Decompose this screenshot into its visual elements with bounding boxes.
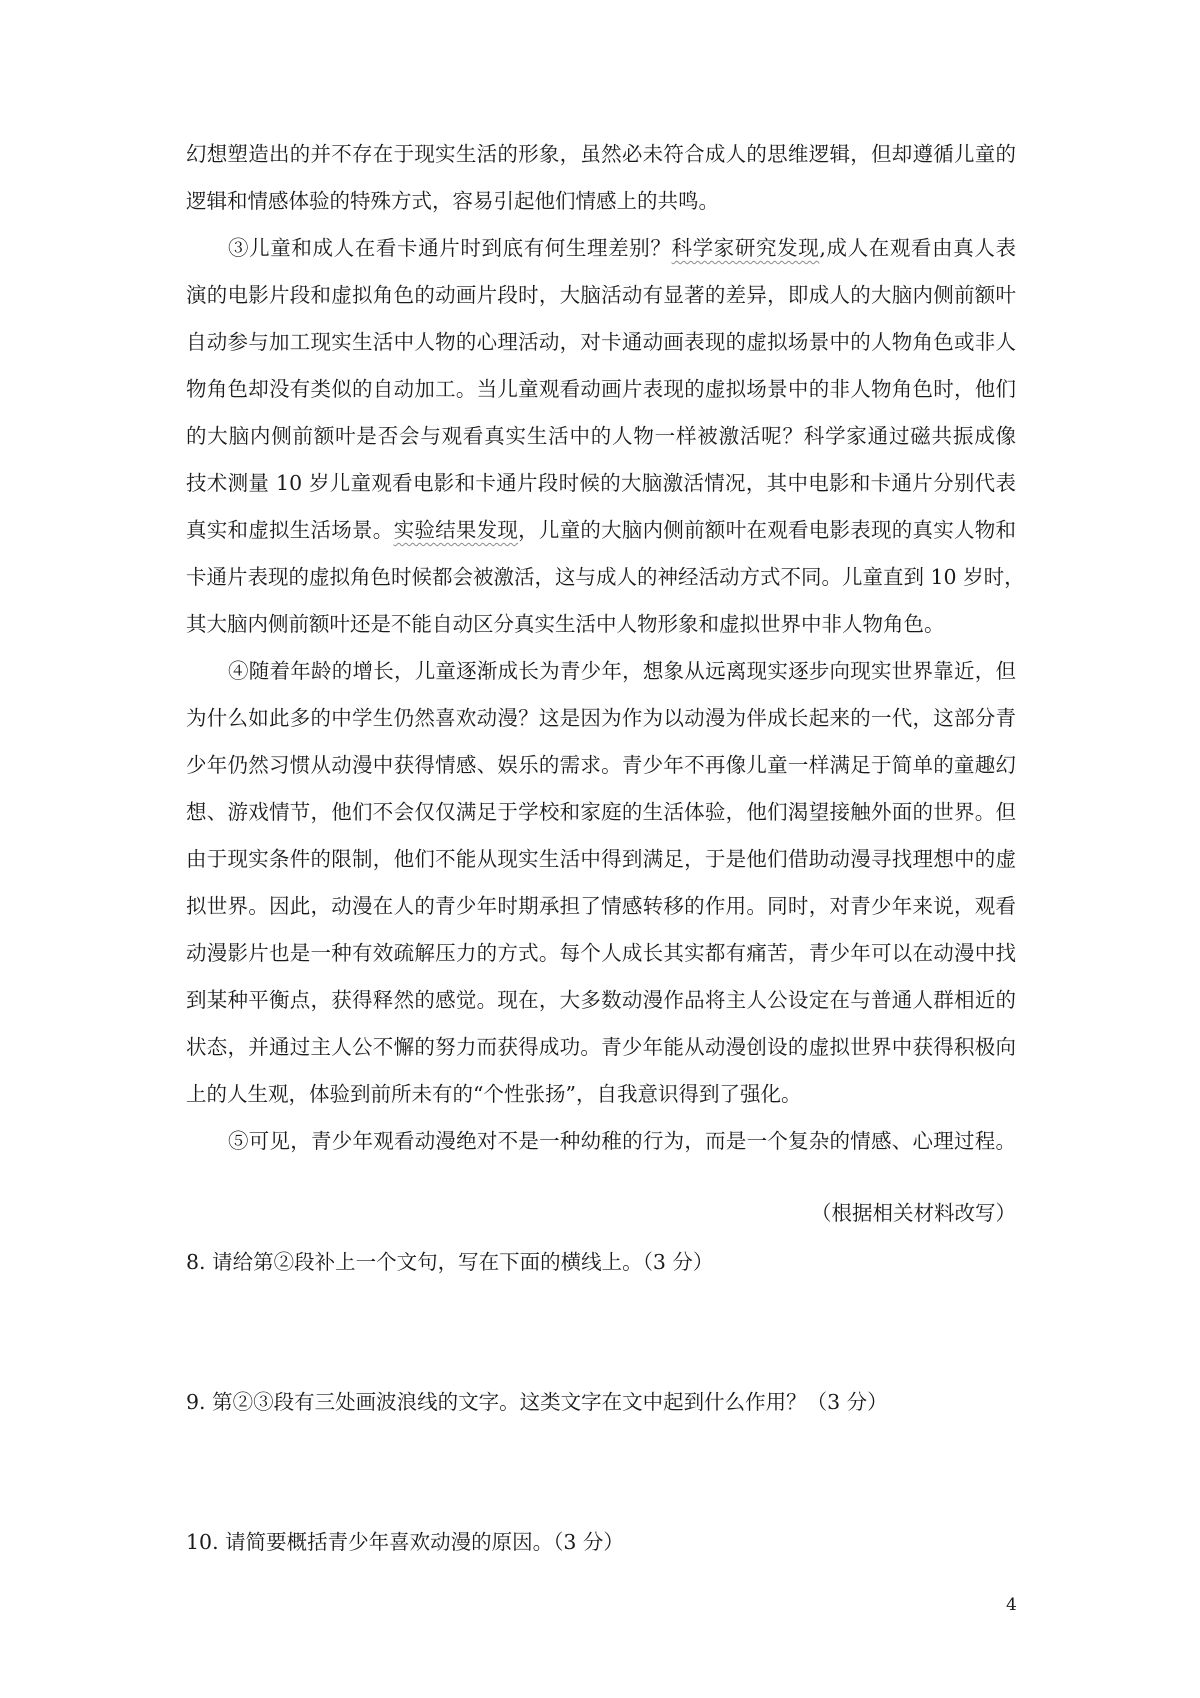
passage-line: 到某种平衡点，获得释然的感觉。现在，大多数动漫作品将主人公设定在与普通人群相近的	[186, 988, 1016, 1012]
passage-line: 幻想塑造出的并不存在于现实生活的形象，虽然必未符合成人的思维逻辑，但却遵循儿童的	[186, 142, 1016, 166]
line-text: 真实和虚拟生活场景。	[186, 518, 394, 542]
question-8: 8. 请给第②段补上一个文句，写在下面的横线上。（3 分）	[186, 1250, 714, 1274]
passage-line: 其大脑内侧前额叶还是不能自动区分真实生活中人物形象和虚拟世界中非人物角色。	[186, 612, 945, 636]
passage-line: 想、游戏情节，他们不会仅仅满足于学校和家庭的生活体验，他们渴望接触外面的世界。但	[186, 800, 1016, 824]
passage-line: 少年仍然习惯从动漫中获得情感、娱乐的需求。青少年不再像儿童一样满足于简单的童趣幻	[186, 753, 1016, 777]
line-text: ,成人在观看由真人表	[819, 236, 1017, 260]
passage-line: 拟世界。因此，动漫在人的青少年时期承担了情感转移的作用。同时，对青少年来说，观看	[186, 894, 1016, 918]
question-9: 9. 第②③段有三处画波浪线的文字。这类文字在文中起到什么作用？（3 分）	[186, 1390, 888, 1414]
passage-line: 上的人生观，体验到前所未有的“个性张扬”，自我意识得到了强化。	[186, 1082, 802, 1106]
passage-line: 为什么如此多的中学生仍然喜欢动漫？这是因为作为以动漫为伴成长起来的一代，这部分青	[186, 706, 1016, 730]
question-10: 10. 请简要概括青少年喜欢动漫的原因。（3 分）	[186, 1530, 624, 1554]
passage-line: 物角色却没有类似的自动加工。当儿童观看动画片表现的虚拟场景中的非人物角色时，他们	[186, 377, 1016, 401]
passage-line: 由于现实条件的限制，他们不能从现实生活中得到满足，于是他们借助动漫寻找理想中的虚	[186, 847, 1016, 871]
passage-line: 演的电影片段和虚拟角色的动画片段时，大脑活动有显著的差异，即成人的大脑内侧前额叶	[186, 283, 1016, 307]
line-text: ，儿童的大脑内侧前额叶在观看电影表现的真实人物和	[518, 518, 1017, 542]
passage-line: ⑤可见，青少年观看动漫绝对不是一种幼稚的行为，而是一个复杂的情感、心理过程。	[228, 1129, 1016, 1153]
passage-line	[228, 234, 1016, 262]
wavy-underlined-text: 实验结果发现	[393, 518, 519, 542]
passage-line	[186, 516, 1016, 544]
page-number: 4	[1006, 1595, 1017, 1615]
passage-line: 技术测量 10 岁儿童观看电影和卡通片段时候的大脑激活情况，其中电影和卡通片分别代表	[186, 471, 1016, 495]
passage-line: 逻辑和情感体验的特殊方式，容易引起他们情感上的共鸣。	[186, 189, 719, 213]
passage-line: 状态，并通过主人公不懈的努力而获得成功。青少年能从动漫创设的虚拟世界中获得积极向	[186, 1035, 1016, 1059]
source-note: （根据相关材料改写）	[811, 1201, 1016, 1225]
wavy-underlined-text: 科学家研究发现	[671, 236, 820, 260]
passage-line: 卡通片表现的虚拟角色时候都会被激活，这与成人的神经活动方式不同。儿童直到 10 岁时，	[186, 565, 1025, 589]
passage-line: ④随着年龄的增长，儿童逐渐成长为青少年，想象从远离现实逐步向现实世界靠近，但	[228, 659, 1016, 683]
passage-line: 自动参与加工现实生活中人物的心理活动，对卡通动画表现的虚拟场景中的人物角色或非人	[186, 330, 1016, 354]
passage-line: 动漫影片也是一种有效疏解压力的方式。每个人成长其实都有痛苦，青少年可以在动漫中找	[186, 941, 1016, 965]
passage-line: 的大脑内侧前额叶是否会与观看真实生活中的人物一样被激活呢？科学家通过磁共振成像	[186, 424, 1016, 448]
line-text: ③儿童和成人在看卡通片时到底有何生理差别？	[228, 236, 672, 260]
